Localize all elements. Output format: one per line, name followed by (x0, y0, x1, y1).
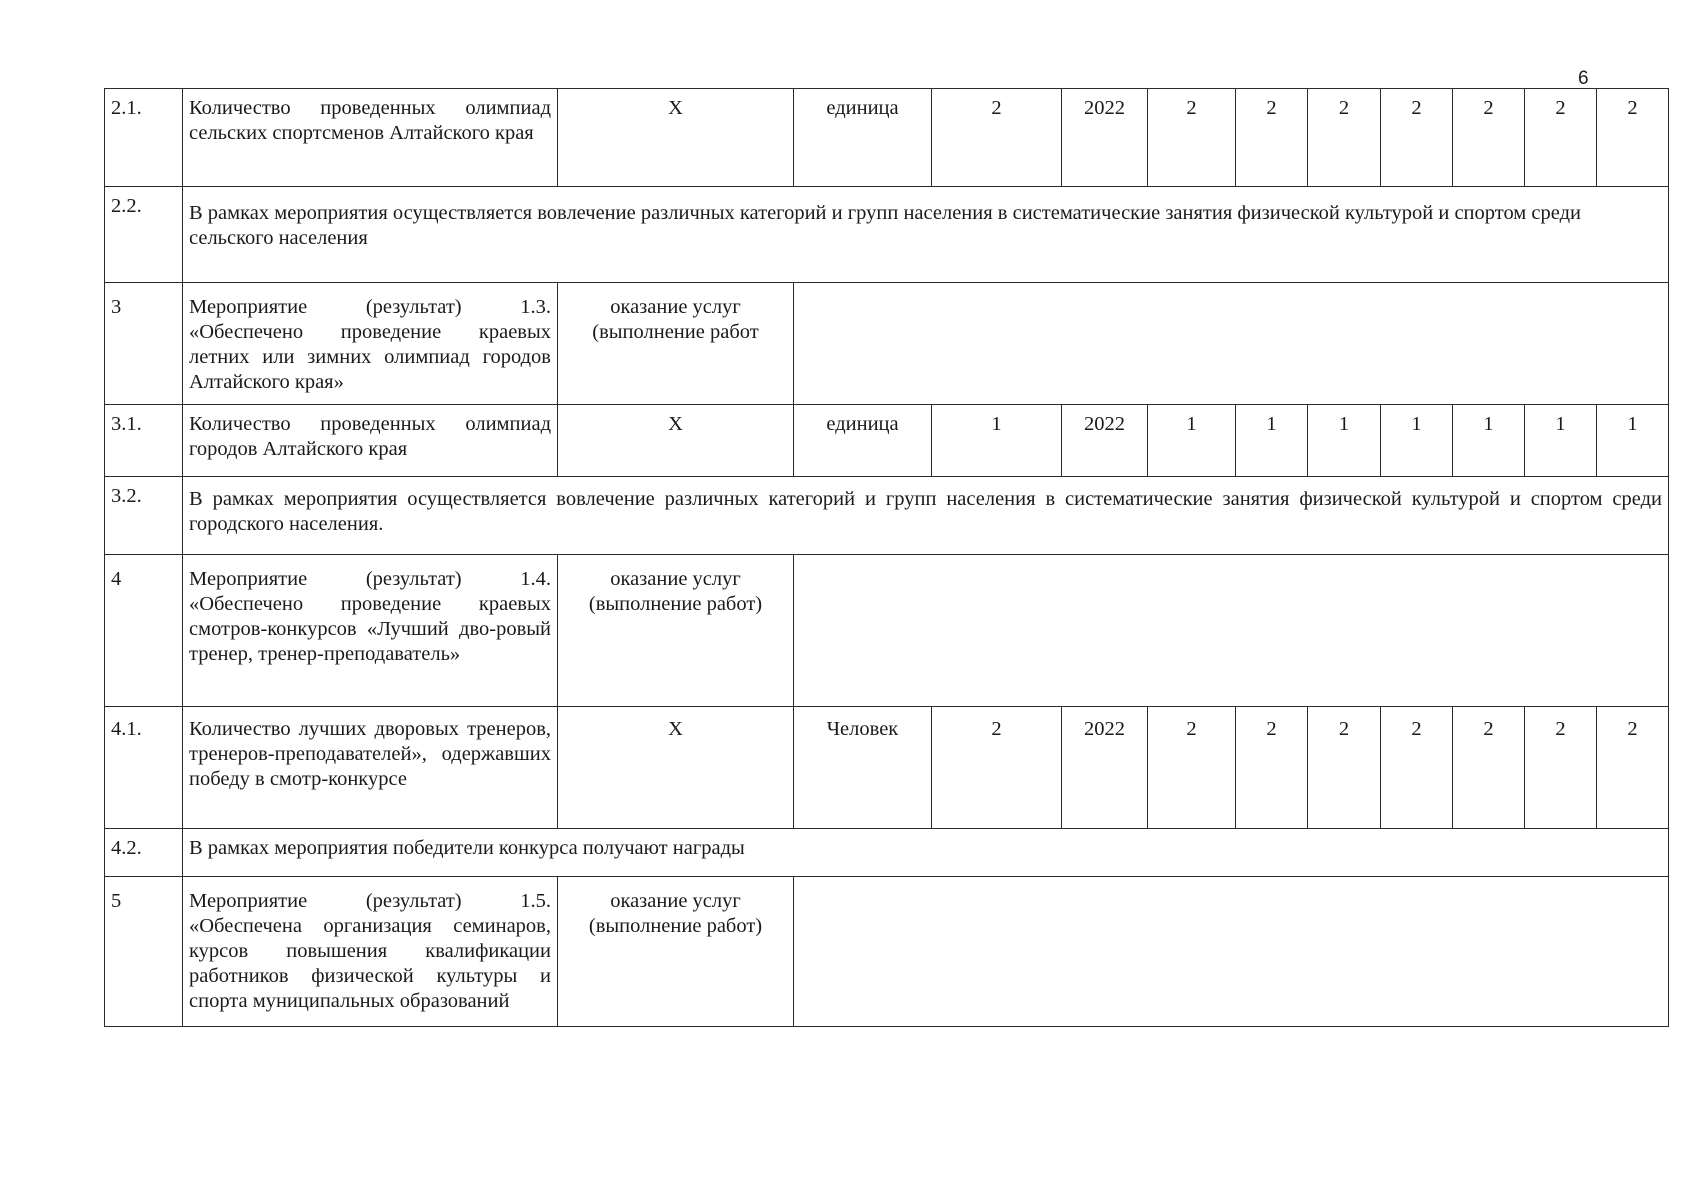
table-row (105, 187, 1669, 283)
table-row (105, 877, 1669, 1027)
base-year-cell: 2022 (1062, 405, 1148, 477)
event-type: оказание услуг (выполнение работ) (558, 555, 794, 707)
value-cell: 2 (1381, 707, 1453, 829)
indicator-name: Количество проведенных олимпиад городов Алтайского края (183, 405, 558, 477)
description-text: В рамках мероприятия осуществляется вовлечение различных категорий и групп населения в систематические занятия физической культурой и спортом среди городского населения. (183, 477, 1669, 555)
value-cell: 2 (1525, 707, 1597, 829)
value-cell: 1 (1453, 405, 1525, 477)
table-row (105, 89, 1669, 187)
indicator-type: X (558, 405, 794, 477)
indicator-name: Количество проведенных олимпиад сельских спортсменов Алтайского края (183, 89, 558, 187)
table-row (105, 555, 1669, 707)
value-cell: 1 (1308, 405, 1381, 477)
base-value-cell: 1 (932, 405, 1062, 477)
event-name: Мероприятие (результат) 1.4. «Обеспечено проведение краевых смотров-конкурсов «Лучший дво-ровый тренер, тренер-преподаватель» (183, 555, 558, 707)
value-cell: 2 (1308, 89, 1381, 187)
row-number: 4 (105, 555, 183, 707)
row-number: 4.2. (105, 829, 183, 877)
value-cell: 2 (1597, 707, 1669, 829)
event-type: оказание услуг (выполнение работ) (558, 877, 794, 1027)
row-number: 3 (105, 283, 183, 405)
value-cell: 2 (1148, 707, 1236, 829)
value-cell: 2 (1453, 89, 1525, 187)
page-number: 6 (1578, 68, 1589, 89)
empty-span-cell (794, 283, 1669, 405)
table-row (105, 829, 1669, 877)
empty-span-cell (794, 877, 1669, 1027)
base-year-cell: 2022 (1062, 89, 1148, 187)
table-row (105, 707, 1669, 829)
table-row (105, 405, 1669, 477)
unit-cell: единица (794, 89, 932, 187)
indicator-type: X (558, 707, 794, 829)
value-cell: 1 (1148, 405, 1236, 477)
unit-cell: единица (794, 405, 932, 477)
description-text: В рамках мероприятия победители конкурса получают награды (183, 829, 1669, 877)
row-number: 3.1. (105, 405, 183, 477)
value-cell: 1 (1236, 405, 1308, 477)
row-number: 2.1. (105, 89, 183, 187)
value-cell: 2 (1525, 89, 1597, 187)
empty-span-cell (794, 555, 1669, 707)
indicators-table (104, 88, 1669, 1027)
event-name: Мероприятие (результат) 1.3. «Обеспечено проведение краевых летних или зимних олимпиад городов Алтайского края» (183, 283, 558, 405)
indicator-type: X (558, 89, 794, 187)
value-cell: 2 (1597, 89, 1669, 187)
row-number: 4.1. (105, 707, 183, 829)
row-number: 3.2. (105, 477, 183, 555)
value-cell: 2 (1453, 707, 1525, 829)
value-cell: 1 (1597, 405, 1669, 477)
row-number: 5 (105, 877, 183, 1027)
value-cell: 1 (1525, 405, 1597, 477)
value-cell: 2 (1148, 89, 1236, 187)
base-value-cell: 2 (932, 707, 1062, 829)
description-text: В рамках мероприятия осуществляется вовлечение различных категорий и групп населения в систематические занятия физической культурой и спортом среди сельского населения (183, 187, 1669, 283)
base-value-cell: 2 (932, 89, 1062, 187)
value-cell: 2 (1308, 707, 1381, 829)
value-cell: 2 (1381, 89, 1453, 187)
base-year-cell: 2022 (1062, 707, 1148, 829)
unit-cell: Человек (794, 707, 932, 829)
value-cell: 2 (1236, 707, 1308, 829)
table-row (105, 283, 1669, 405)
value-cell: 1 (1381, 405, 1453, 477)
value-cell: 2 (1236, 89, 1308, 187)
table-row (105, 477, 1669, 555)
event-name: Мероприятие (результат) 1.5. «Обеспечена организация семинаров, курсов повышения квалификации работников физической культуры и спорта муниципальных образований (183, 877, 558, 1027)
event-type: оказание услуг (выполнение работ (558, 283, 794, 405)
indicator-name: Количество лучших дворовых тренеров, тренеров-преподавателей», одержавших победу в смотр-конкурсе (183, 707, 558, 829)
row-number: 2.2. (105, 187, 183, 283)
